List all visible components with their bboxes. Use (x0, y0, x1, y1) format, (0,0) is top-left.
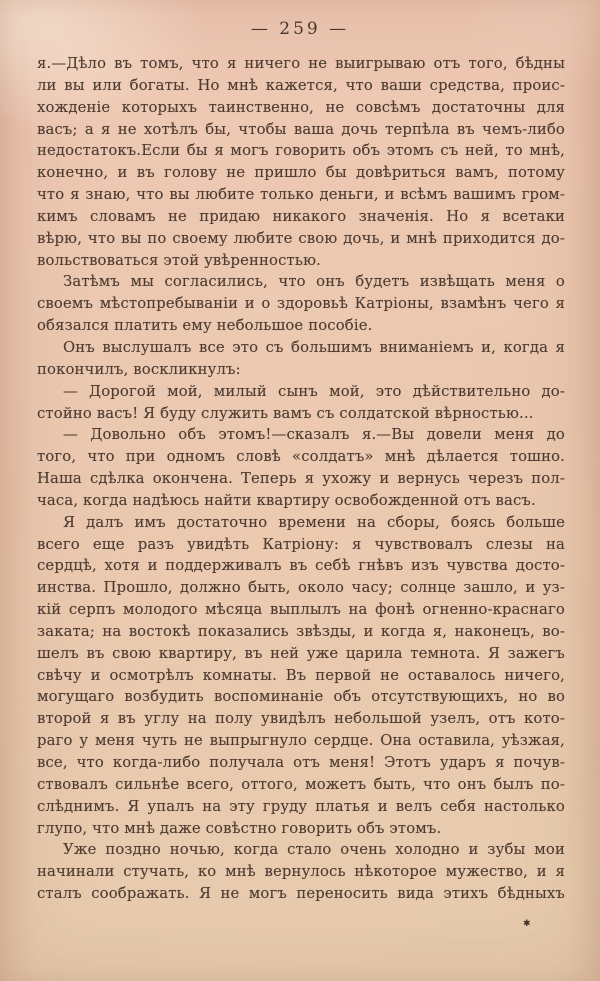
printers-mark: ✱ (523, 919, 531, 929)
text-line: хожденіе которыхъ таинственно, не совсѣмъ достаточны для (37, 98, 565, 116)
text-line: Онъ выслушалъ все это съ большимъ вниманіемъ и, когда я (63, 338, 565, 356)
text-line: обязался платить ему небольшое пособіе. (37, 317, 373, 335)
text-line: инства. Прошло, должно быть, около часу; солнце зашло, и уз- (37, 579, 565, 597)
text-line: кій серпъ молодого мѣсяца выплылъ на фонѣ огненно-краснаго (37, 601, 565, 619)
text-line: Наша сдѣлка окончена. Теперь я ухожу и вернусь черезъ пол- (37, 470, 565, 488)
text-line: всего еще разъ увидѣть Катріону: я чувствовалъ слезы на (37, 535, 565, 553)
text-line: заката; на востокѣ показались звѣзды, и когда я, наконецъ, во- (37, 622, 565, 640)
text-line: я.—Дѣло въ томъ, что я ничего не выигрываю отъ того, бѣдны (37, 55, 565, 72)
text-line: свѣчу и осмотрѣлъ комнаты. Въ первой не оставалось ничего, (37, 666, 565, 684)
text-line: конечно, и въ голову не пришло бы довѣриться вамъ, потому (37, 164, 565, 182)
text-line: Я далъ имъ достаточно времени на сборы, боясь больше (63, 513, 565, 531)
text-line: раго у меня чуть не выпрыгнуло сердце. Она оставила, уѣзжая, (37, 732, 565, 750)
page-number: — 259 — (250, 19, 350, 39)
text-line: могущаго возбудить воспоминаніе объ отсутствующихъ, но во (37, 688, 565, 706)
text-line: Затѣмъ мы согласились, что онъ будетъ извѣщать меня о (63, 273, 565, 291)
text-line: все, что когда-либо получала отъ меня! Этотъ ударъ я почув- (37, 754, 565, 771)
text-line: покончилъ, воскликнулъ: (37, 360, 241, 378)
text-line: — Довольно объ этомъ!—сказалъ я.—Вы довели меня до (63, 426, 565, 444)
text-line: стойно васъ! Я буду служить вамъ съ солдатской вѣрностью... (37, 404, 534, 422)
text-line: — Дорогой мой, милый сынъ мой, это дѣйствительно до- (63, 382, 565, 400)
text-block (37, 53, 565, 905)
text-line: шелъ въ свою квартиру, въ ней уже царила темнота. Я зажегъ (37, 644, 565, 662)
text-line: сердцѣ, хотя и поддерживалъ въ себѣ гнѣвъ изъ чувства досто- (37, 557, 565, 575)
text-line: начинали стучать, ко мнѣ вернулось нѣкоторое мужество, и я (37, 863, 565, 881)
text-line: часа, когда надѣюсь найти квартиру освобожденной отъ васъ. (37, 491, 536, 509)
text-line: ли вы или богаты. Но мнѣ кажется, что ваши средства, проис- (37, 76, 565, 94)
text-line: что я знаю, что вы любите только деньги, и всѣмъ вашимъ гром- (37, 186, 565, 204)
text-line: ствовалъ сильнѣе всего, оттого, можетъ быть, что онъ былъ по- (37, 775, 565, 793)
text-line: сталъ соображать. Я не могъ переносить вида этихъ бѣдныхъ (37, 885, 565, 903)
text-line: слѣднимъ. Я упалъ на эту груду платья и велъ себя настолько (37, 797, 565, 815)
text-line: второй я въ углу на полу увидѣлъ небольшой узелъ, отъ кото- (37, 710, 565, 728)
text-line: глупо, что мнѣ даже совѣстно говорить объ этомъ. (37, 819, 442, 837)
text-line: вѣрю, что вы по своему любите свою дочь, и мнѣ приходится до- (37, 229, 565, 247)
text-line: Уже поздно ночью, когда стало очень холодно и зубы мои (63, 841, 565, 859)
text-line: кимъ словамъ не придаю никакого значенія. Но я всетаки (37, 207, 565, 225)
text-line: своемъ мѣстопребываніи и о здоровьѣ Катріоны, взамѣнъ чего я (37, 295, 565, 313)
text-line: васъ; а я не хотѣлъ бы, чтобы ваша дочь терпѣла въ чемъ-либо (37, 120, 565, 138)
text-line: недостатокъ.Если бы я могъ говорить объ этомъ съ ней, то мнѣ, (37, 142, 565, 160)
text-line: того, что при одномъ словѣ «солдатъ» мнѣ дѣлается тошно. (37, 448, 565, 466)
text-line: вольствоваться этой увѣренностью. (37, 251, 321, 269)
